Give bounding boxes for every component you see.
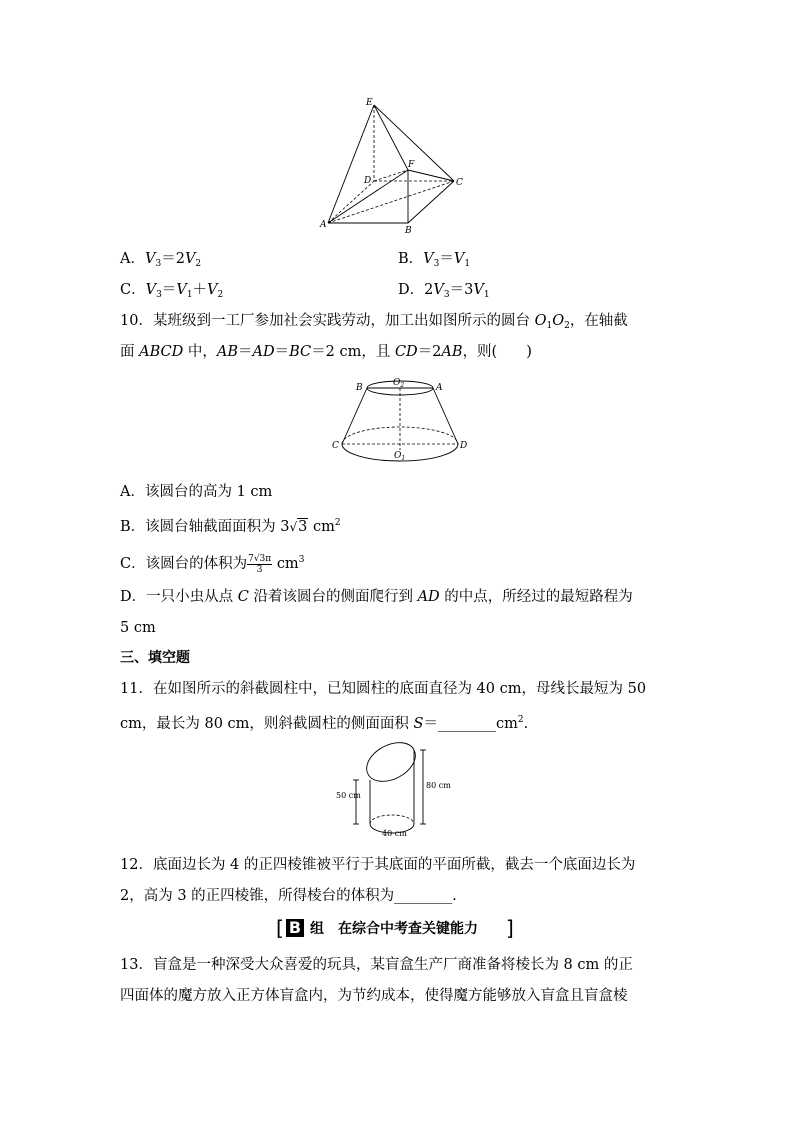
slant-cylinder-figure <box>336 740 466 840</box>
q10-option-d-line2: 5 cm <box>120 620 156 636</box>
banner-title: 组 在综合中考查关键能力 <box>310 921 478 937</box>
label-A: A <box>436 383 443 393</box>
q13-line1: 13．盲盒是一种深受大众喜爱的玩具，某盲盒生产厂商准备将棱长为 8 cm 的正 <box>120 957 633 973</box>
q9-option-a: A．$V_3=2V_2$ <box>120 251 202 269</box>
left-bracket: [ <box>276 916 284 940</box>
q10-option-c: C．该圆台的体积为 $\frac{7√3\pi}{3}$ $cm^3$ <box>120 553 305 575</box>
label-D: D <box>364 176 372 186</box>
q11-line2: cm，最长为 80 cm，则斜截圆柱的侧面面积 $S=\_\_\_\_\_\_\_\_cm^2$. <box>120 715 529 732</box>
group-b-badge: B <box>286 919 304 937</box>
q13-line2: 四面体的魔方放入正方体盲盒内，为节约成本，使得魔方能够放入盲盒且盲盒棱 <box>120 988 628 1004</box>
group-b-banner <box>276 917 516 941</box>
pyramid-figure <box>318 95 468 235</box>
label-F: F <box>408 160 415 170</box>
label-B: B <box>356 383 363 393</box>
label-A: A <box>320 220 327 230</box>
q10-line2: 面 ABCD 中，AB＝AD＝BC＝2 cm，且 CD＝2AB，则( ) <box>120 344 532 360</box>
frustum-figure <box>330 372 470 462</box>
q10-option-a: A．该圆台的高为 1 cm <box>120 484 273 500</box>
q10-line1: 10．某班级到一工厂参加社会实践劳动，加工出如图所示的圆台 $O_1O_2$，在轴截 <box>120 313 628 331</box>
label-C: C <box>456 178 463 188</box>
label-C: C <box>332 441 339 451</box>
label-E: E <box>366 98 373 108</box>
q9-option-c: C．$V_3=V_1+V_2$ <box>120 282 224 300</box>
q12-line1: 12．底面边长为 4 的正四棱锥被平行于其底面的平面所截，截去一个底面边长为 <box>120 857 636 873</box>
label-B: B <box>405 226 412 235</box>
q10-option-d-line1: D．一只小虫从点 C 沿着该圆台的侧面爬行到 AD 的中点，所经过的最短路程为 <box>120 589 633 605</box>
dim-80: 80 cm <box>426 781 451 790</box>
q9-option-d: D．$2V_3=3V_1$ <box>398 282 490 300</box>
label-O1: $O_1$ <box>394 451 406 462</box>
dim-50: 50 cm <box>336 791 361 800</box>
volume-fraction: $\frac{7√3\pi}{3}$ <box>248 553 272 575</box>
dim-40: 40 cm <box>382 829 407 838</box>
q11-line1: 11．在如图所示的斜截圆柱中，已知圆柱的底面直径为 40 cm，母线长最短为 50 <box>120 681 647 697</box>
q12-line2: 2，高为 3 的正四棱锥，所得棱台的体积为________. <box>120 888 457 904</box>
q9-option-b: B．$V_3=V_1$ <box>398 251 471 269</box>
label-D: D <box>460 441 468 451</box>
right-bracket: ] <box>506 916 514 940</box>
section-heading: 三、填空题 <box>120 650 190 666</box>
q10-option-b: B．该圆台轴截面面积为 3√3 $cm^2$ <box>120 518 341 535</box>
label-O2: $O_2$ <box>393 378 405 389</box>
